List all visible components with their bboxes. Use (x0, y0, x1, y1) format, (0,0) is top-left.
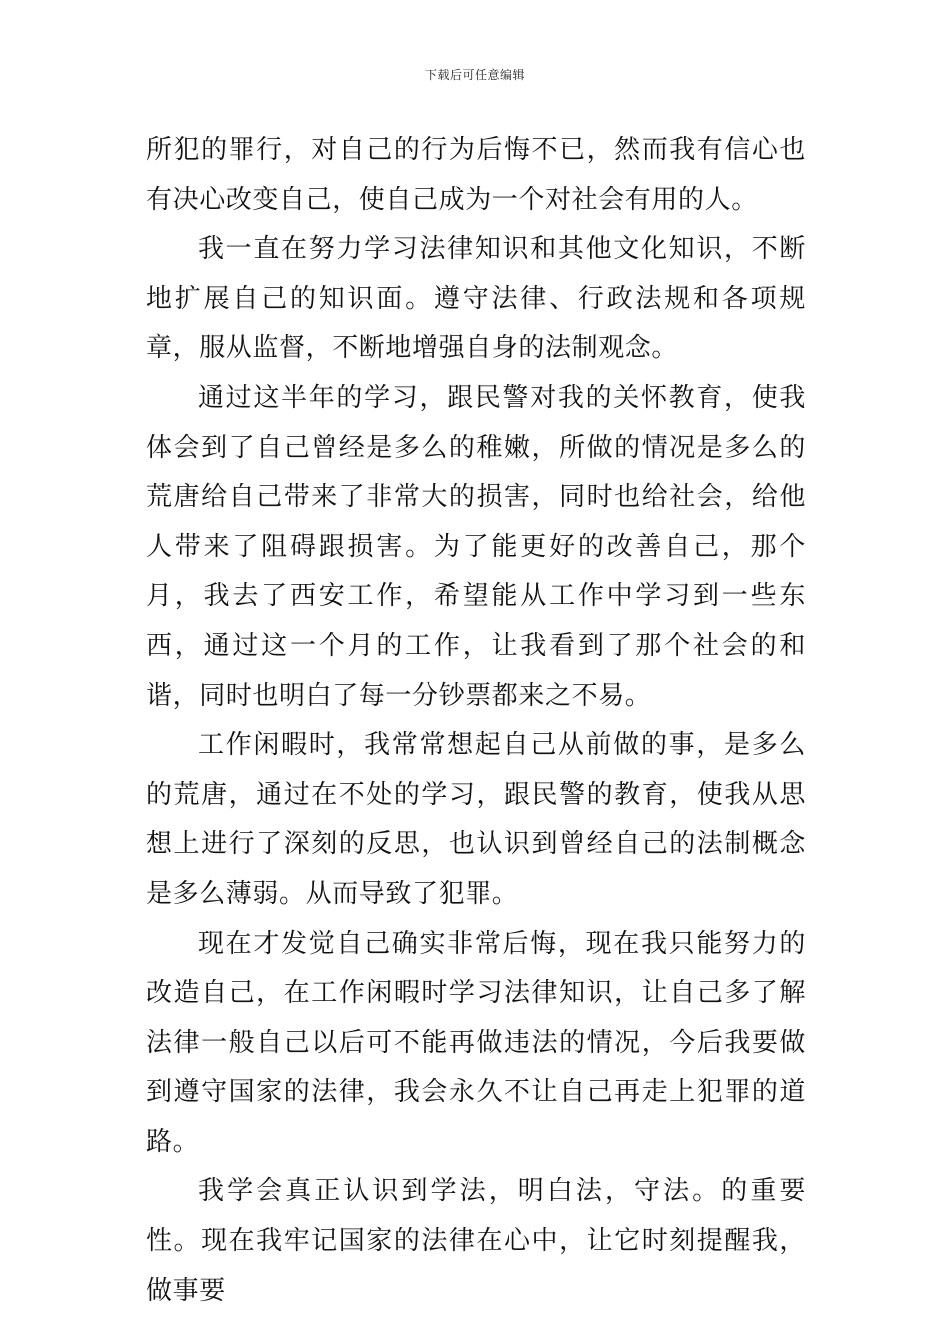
paragraph: 现在才发觉自己确实非常后悔，现在我只能努力的改造自己，在工作闲暇时学习法律知识，让自己多了解法律一般自己以后可不能再做违法的情况，今后我要做到遵守国家的法律，我会永久不让自己再走上犯罪的道路。 (146, 928, 806, 1157)
paragraph: 我一直在努力学习法律知识和其他文化知识，不断地扩展自己的知识面。遵守法律、行政法规和各项规章，服从监督，不断地增强自身的法制观念。 (146, 234, 806, 364)
paragraph: 所犯的罪行，对自己的行为后悔不已，然而我有信心也有决心改变自己，使自己成为一个对社会有用的人。 (146, 135, 806, 215)
paragraph: 通过这半年的学习，跟民警对我的关怀教育，使我体会到了自己曾经是多么的稚嫩，所做的情况是多么的荒唐给自己带来了非常大的损害，同时也给社会，给他人带来了阻碍跟损害。为了能更好的改善自己，那个月，我去了西安工作，希望能从工作中学习到一些东西，通过这一个月的工作，让我看到了那个社会的和谐，同时也明白了每一分钞票都来之不易。 (146, 382, 806, 711)
document-body (146, 126, 806, 1316)
paragraph: 我学会真正认识到学法，明白法，守法。的重要性。现在我牢记国家的法律在心中，让它时刻提醒我，做事要 (146, 1176, 806, 1306)
paragraph: 工作闲暇时，我常常想起自己从前做的事，是多么的荒唐，通过在不处的学习，跟民警的教育，使我从思想上进行了深刻的反思，也认识到曾经自己的法制概念是多么薄弱。从而导致了犯罪。 (146, 730, 806, 909)
page-header: 下载后可任意编辑 (424, 68, 525, 82)
